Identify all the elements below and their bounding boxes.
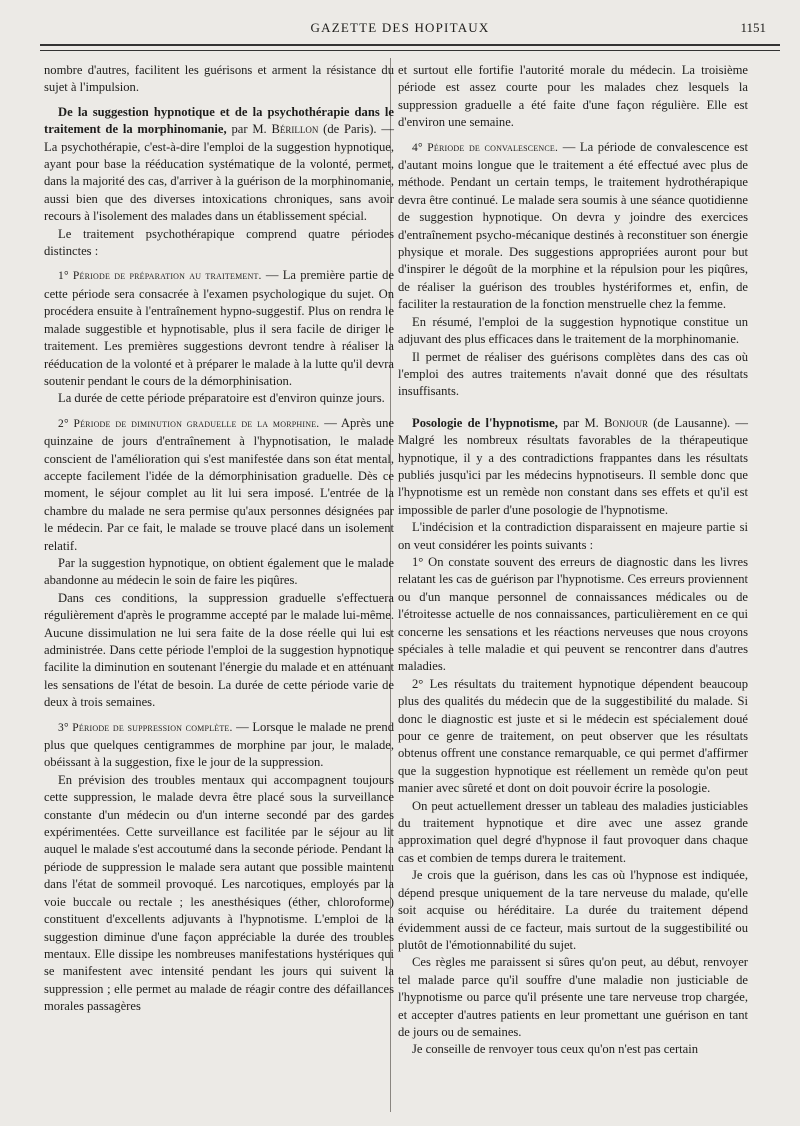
paragraph-tableau: On peut actuellement dresser un tableau des maladies justiciables du traitement hypnotique et dire avec une assez grande approximation quel degré d'hypnose il faut provoquer dans chaque cas et combien de temps durera le traitement.: [398, 798, 748, 865]
article-intro: La psychothérapie, c'est-à-dire l'emploi de la suggestion hypnotique, ayant pour base la rééducation systématique de la volonté, permet, dans la majorité des cas, d'arriver à la guérison de la morphinomanie, aussi bien que des diverses intoxications chroniques, sans avoir recours à l'isolement des malades dans un établissement spécial.: [44, 139, 394, 224]
article-bérillon: [44, 104, 394, 226]
point-2: 2° Les résultats du traitement hypnotique dépendent beaucoup plus des qualités du médecin que de la suggestibilité du malade. Si donc le diagnostic est juste et si le médecin est spécialement doué pour ce genre de traitement, on peut observer que les résultats obtenus offrent une constance remarquable, ce qui permet d'affirmer que la suggestion hypnotique est réellement un remède qu'on peut manier avec sûreté et dont on doit pouvoir écrire la posologie.: [398, 676, 748, 796]
paragraph-resume: En résumé, l'emploi de la suggestion hypnotique constitue un adjuvant des plus efficaces dans le traitement de la morphinomanie.: [398, 314, 748, 347]
period-3-surveillance: En prévision des troubles mentaux qui accompagnent toujours cette suppression, le malade devra être placé sous la surveillance constante d'un médecin ou d'un interne secondé par des gardes expérimentées. Cette surveillance est facilitée par le séjour au lit auquel le malade s'est accoutumé dans la seconde période. Pendant la période de suppression le malade sera autant que possible maintenu dans l'état de sommeil provoqué. Les narcotiques, employés par la voie buccale ou rectale ; les anesthésiques (éther, chloroforme) constituent d'excellents adjuvants à l'hypnotisme. L'emploi de la suggestion diminue d'une façon appréciable la durée des troubles mentaux. Elle dissipe les nombreuses manifestations hystériques qui se manifestent avec intensité pendant les jours qui suivent la suppression ; elle permet au malade de réagir contre des défaillances morales passagères: [44, 772, 394, 1014]
period-3: [44, 719, 394, 772]
point-1: 1° On constate souvent des erreurs de diagnostic dans les livres relatant les cas de guérison par l'hypnotisme. Ces erreurs proviennent ou d'un manque personnel de connaissances médicales ou de l'étroitesse actuelle de nos connaissances, particulièrement en ce qui concerne les sensations et les réactions nerveuses que nous croyons spéciales à telle maladie et qui peuvent se rencontrer dans d'autres maladies.: [398, 554, 748, 674]
article-byline: par M.: [563, 415, 599, 430]
article-intro: Malgré les nombreux résultats favorables de la thérapeutique hypnotique, il y a des contradictions frappantes dans les résultats publiés jusqu'ici par les médecins hypnotiseurs. Il semble donc que l'hypnotisme est un remède non constant dans ses effets et qu'il est impossible de parler d'une posologie de l'hypnotisme.: [398, 433, 748, 517]
header-rule-thin: [40, 50, 780, 51]
period-2-text: — Après une quinzaine de jours d'entraînement à l'hypnotisation, le malade conscient de l'amélioration qui s'est manifestée dans son état mental, accepte facilement l'idée de la démorphinisation graduelle. Dès ce moment, le séjour complet au lit lui sera imposé. L'entrée de la chambre du malade ne sera permise qu'aux personnes désignées par le médecin. Par ce fait, le malade se trouve placé dans un isolement relatif.: [44, 415, 394, 553]
paragraph-continuation: et surtout elle fortifie l'autorité morale du médecin. La troisième période est assez courte pour les malades chez lesquels la suppression graduelle a été faite d'une façon régulière. Elle est d'environ une semaine.: [398, 63, 748, 130]
period-1-duration: La durée de cette période préparatoire est d'environ quinze jours.: [58, 391, 385, 406]
article-bonjour: [398, 415, 748, 519]
period-2-conditions: Dans ces conditions, la suppression graduelle s'effectuera régulièrement d'après le programme accepté par le malade lui-même. Aucune dissimulation ne lui sera faite de la dose réelle qui lui est administrée. Dans cette période l'emploi de la suggestion hypnotique facilite la diminution en soutenant l'énergie du malade et en atténuant les sensations de l'état de besoin. La durée de cette période varie de deux à trois semaines.: [44, 590, 394, 710]
article-heading: De la suggestion hypnotique et de la psychothérapie dans le traitement de la morphinomanie,: [44, 104, 394, 137]
paragraph-opening: nombre d'autres, facilitent les guérisons et arment la résistance du sujet à l'impulsion.: [44, 63, 394, 95]
period-4-text: — La période de convalescence est d'autant moins longue que le traitement a été effectué avec plus de méthode. Pendant un certain temps, le traitement hydrothérapique devra être continué. Le malade sera soumis à une séance quotidienne de suggestion hypnotique. On devra y joindre des exercices d'entraînement psycho-mécanique destinés à reconstituer son énergie physique et morale. Des suggestions appropriées auront pour but d'inspirer le dégoût de la morphine et la répulsion pour les piqûres, de réaliser la guérison des troubles hystériformes et, enfin, de faciliter la restauration de la fonction menstruelle chez la femme.: [398, 139, 748, 312]
period-3-text: — Lorsque le malade ne prend plus que quelques centigrammes de morphine par jour, le malade, obéissant à la suggestion, fixe le jour de la suppression.: [44, 719, 394, 770]
journal-title: GAZETTE DES HOPITAUX: [310, 20, 490, 35]
period-1-text: — La première partie de cette période sera consacrée à l'examen psychologique du sujet. On procédera ensuite à l'entraînement hypno-suggestif. Plus on rendra le malade suggestible et hypnotisable, plus il sera facile de diriger le traitement. Les premières suggestions devront tendre à réaliser la rééducation de la volonté et à préparer le malade à la lutte qu'il devra soutenir pendant le cours de la démorphinisation.: [44, 268, 394, 388]
left-column: [44, 62, 394, 1016]
paragraph-conseille: Je conseille de renvoyer tous ceux qu'on n'est pas certain: [412, 1042, 699, 1057]
paragraph-permet: Il permet de réaliser des guérisons complètes dans des cas où l'emploi des autres traitements n'avait donné que des résultats insuffisants.: [398, 349, 748, 399]
period-4-label: 4° Période de convalescence.: [412, 141, 559, 154]
article-heading: Posologie de l'hypnotisme,: [412, 415, 558, 430]
period-1-label: 1° Période de préparation au traitement.: [58, 270, 262, 283]
page-number: 1151: [740, 20, 766, 35]
article-author: Bonjour: [604, 415, 648, 430]
article-location: (de Paris). —: [323, 122, 394, 137]
article-location: (de Lausanne). —: [653, 415, 748, 430]
period-2-suggestion: Par la suggestion hypnotique, on obtient également que le malade abandonne au médecin le soin de faire les piqûres.: [44, 555, 394, 588]
period-3-label: 3° Période de suppression complète.: [58, 721, 233, 734]
paragraph-je-crois: Je crois que la guérison, dans les cas où l'hypnose est indiquée, dépend presque uniquement de la tare nerveuse du malade, qu'elle soit acquise ou héréditaire. La durée du traitement dépend évidemment aussi de ce facteur, mais surtout de la suggestibilité ou plutôt de l'émotionnabilité du sujet.: [398, 868, 748, 952]
period-1: [44, 267, 394, 390]
paragraph-indecision: L'indécision et la contradiction disparaissent en majeure partie si on veut considérer les points suivants :: [398, 520, 748, 552]
right-column: [398, 62, 748, 1059]
paragraph-four-periods: Le traitement psychothérapique comprend quatre périodes distinctes :: [44, 226, 394, 259]
paragraph-regles: Ces règles me paraissent si sûres qu'on peut, au début, renvoyer tel malade parce qu'il souffre d'une maladie non justiciable de l'hypnotisme ou parce qu'il présente une tare nerveuse trop chargée, et accepter d'autres patients en leur promettant une guérison en tant de jours ou de semaines.: [398, 955, 748, 1039]
header-rule-thick: [40, 44, 780, 46]
period-2: [44, 415, 394, 555]
period-2-label: 2° Période de diminution graduelle de la morphine.: [58, 417, 320, 430]
article-author: Bérillon: [271, 122, 319, 137]
running-head: [0, 16, 800, 38]
period-4: [398, 139, 748, 314]
article-byline: par M.: [231, 122, 267, 137]
